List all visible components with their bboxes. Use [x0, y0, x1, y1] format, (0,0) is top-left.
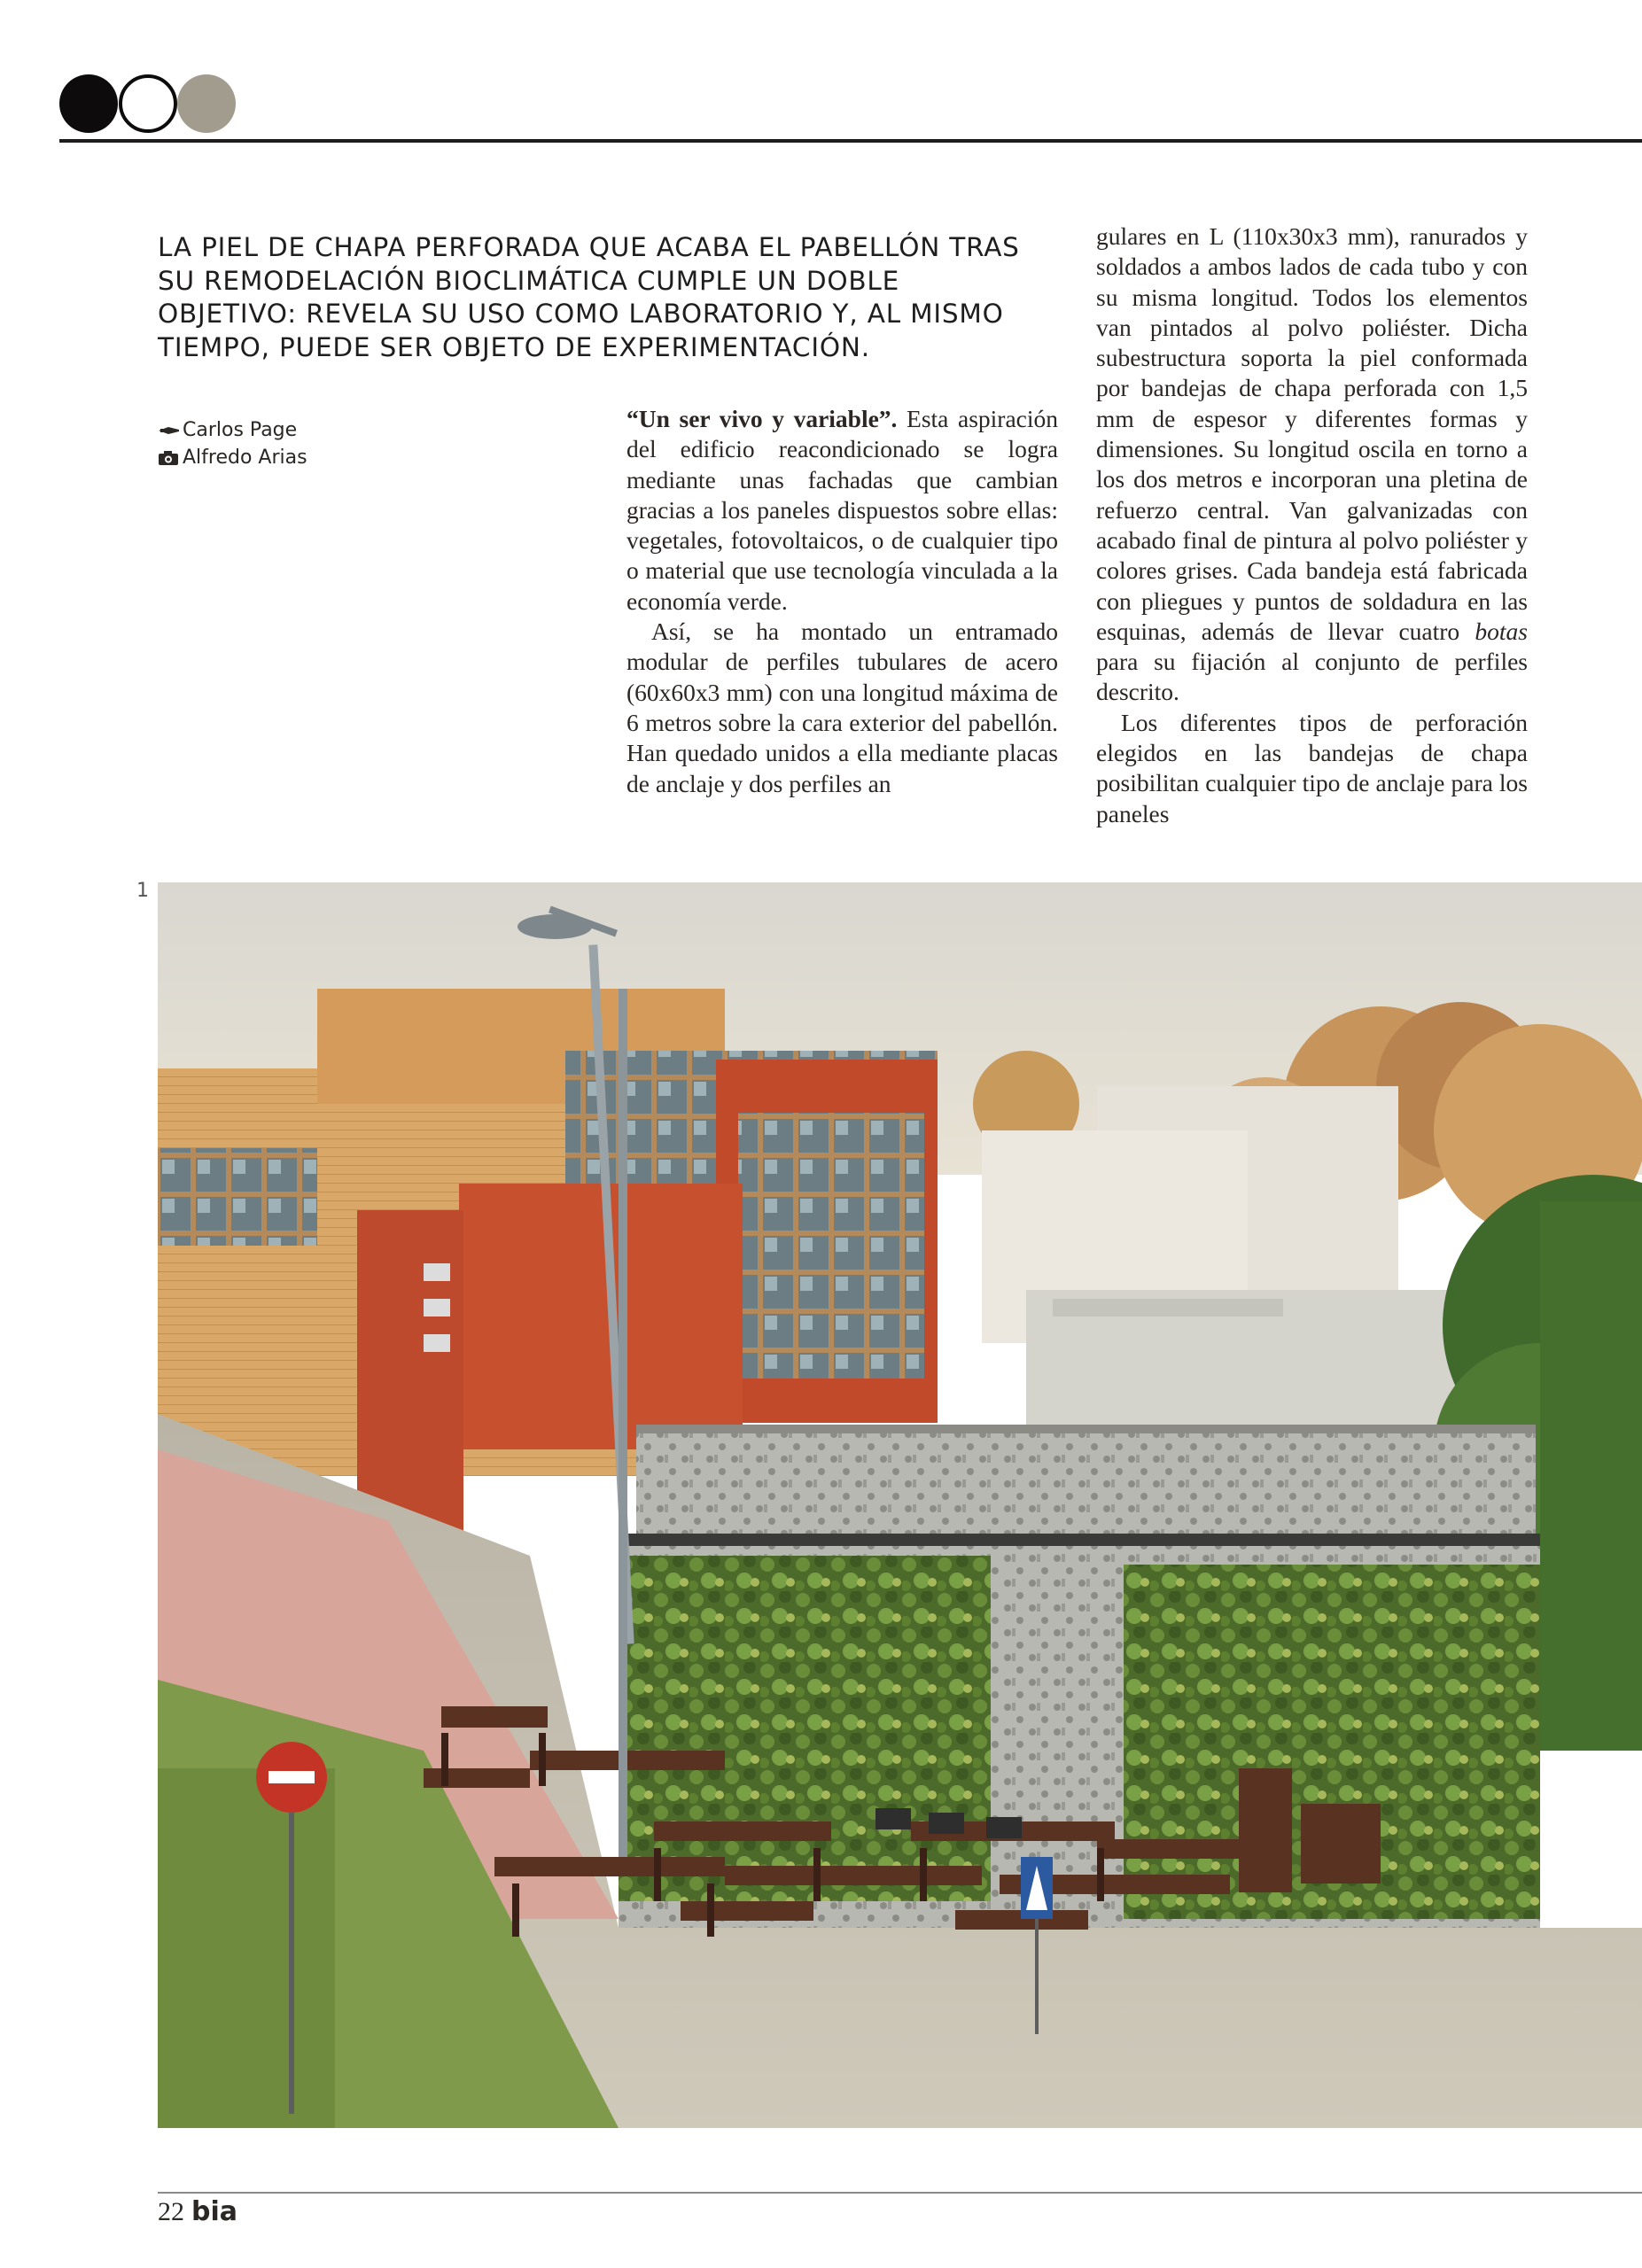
header-dot-white [119, 74, 177, 133]
credits [158, 416, 307, 471]
header-dot-black [59, 74, 118, 133]
paragraph-1-text: Esta aspiración del edificio reacondicionado se logra mediante unas fachadas que cambian gracias a los paneles dispuestos sobre ellas: vegetales, fotovoltaicos, o de cualquier tipo o material que use tecnología vinculada a la economía verde. [626, 405, 1059, 615]
paragraph-2-end: para su fijación al conjunto de perfiles descrito. [1096, 648, 1528, 706]
header-dot-grey [177, 74, 236, 133]
paragraph-2: Así, se ha montado un entramado modular de perfiles tubulares de acero (60x60x3 mm) con una longitud máxima de 6 metros sobre la cara exterior del pabellón. Han quedado unidos a ella mediante placas de anclaje y dos perfiles an [626, 617, 1058, 797]
folio [158, 2194, 237, 2230]
lead-in: “Un ser vivo y variable”. [626, 405, 898, 432]
camera-icon [158, 450, 181, 466]
emphasis-botas: botas [1475, 617, 1528, 645]
text-author: Carlos Page [183, 419, 298, 441]
magazine-name: bia [191, 2196, 238, 2227]
photo-author: Alfredo Arias [183, 447, 307, 469]
pavilion-photo [158, 882, 1642, 2128]
article-column-2 [1096, 221, 1528, 827]
article-column-1 [626, 404, 1059, 797]
paragraph-2-continued [1096, 221, 1528, 708]
paragraph-3: Los diferentes tipos de perforación elegidos en las bandejas de chapa posibilitan cualquier tipo de anclaje para los paneles [1096, 708, 1528, 827]
writing-hand-icon [158, 423, 181, 439]
footer-rule [158, 2192, 1642, 2194]
photo-credit [158, 444, 307, 471]
paragraph-1 [626, 404, 1058, 617]
page-number: 22 [158, 2197, 184, 2226]
paragraph-2-continued-text: gulares en L (110x30x3 mm), ranurados y soldados a ambos lados de cada tubo y con su misma longitud. Todos los elementos van pintados al polvo poliéster. Dicha subestructura soporta la piel conformada por bandejas de chapa perforada con 1,5 mm de espesor y diferentes formas y dimensiones. Su longitud oscila en torno a los dos metros e incorporan una pletina de refuerzo central. Van galvanizadas con acabado final de pintura al polvo poliéster y colores grises. Cada bandeja está fabricada con pliegues y puntos de soldadura en las esquinas, además de llevar cuatro [1096, 222, 1528, 645]
figure-number: 1 [136, 880, 149, 902]
text-credit [158, 416, 307, 444]
header-rule [59, 139, 1642, 143]
article-kicker: LA PIEL DE CHAPA PERFORADA QUE ACABA EL PABELLÓN TRAS SU REMODELACIÓN BIOCLIMÁTICA CUMPLE UN DOBLE OBJETIVO: REVELA SU USO COMO LABORATORIO Y, AL MISMO TIEMPO, PUEDE SER OBJETO DE EXPERIMENTACIÓN. [158, 232, 1020, 362]
